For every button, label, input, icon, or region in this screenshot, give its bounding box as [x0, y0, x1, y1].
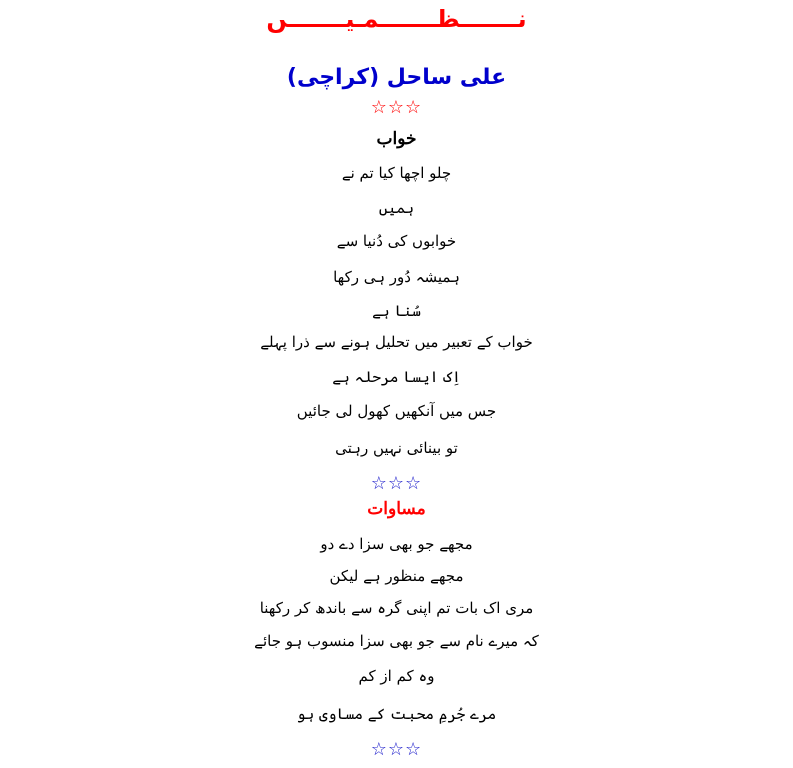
stars-divider-middle: ☆☆☆ — [370, 473, 423, 494]
verse-line: ہمیں — [378, 199, 415, 217]
stars-divider-bottom: ☆☆☆ — [370, 739, 423, 760]
verse-line: سُنا ہے — [372, 302, 421, 320]
author-name: علی ساحل (کراچی) — [286, 65, 507, 90]
stars-divider-top: ☆☆☆ — [370, 97, 423, 118]
verse-line: چلو اچھا کیا تم نے — [341, 164, 452, 182]
section-title: نـــــــظـــــــمـيـــــــں — [266, 5, 527, 33]
verse-line: خواب کے تعبیر میں تحلیل ہونے سے ذرا پہلے — [260, 333, 533, 351]
verse-line: کہ میرے نام سے جو بھی سزا منسوب ہو جائے — [254, 632, 539, 650]
poem-title-khwab: خواب — [376, 129, 417, 149]
verse-line: جس میں آنکھیں کھول لی جائیں — [296, 402, 497, 420]
verse-line: خوابوں کی دُنیا سے — [336, 232, 457, 250]
verse-line: اِک ایسا مرحلہ ہے — [332, 368, 461, 386]
verse-line: وہ کم از کم — [358, 667, 435, 685]
verse-line: ہمیشہ دُور ہی رکھا — [333, 268, 460, 286]
verse-line: تو بینائی نہیں رہتی — [335, 439, 458, 457]
verse-line: مرے جُرمِ محبت کے مساوی ہو — [296, 705, 497, 723]
verse-line: مجھے منظور ہے لیکن — [329, 567, 464, 585]
poem-title-musawat: مساوات — [367, 499, 426, 519]
verse-line: مری اک بات تم اپنی گرہ سے باندھ کر رکھنا — [259, 599, 534, 617]
verse-line: مجھے جو بھی سزا دے دو — [320, 535, 473, 553]
